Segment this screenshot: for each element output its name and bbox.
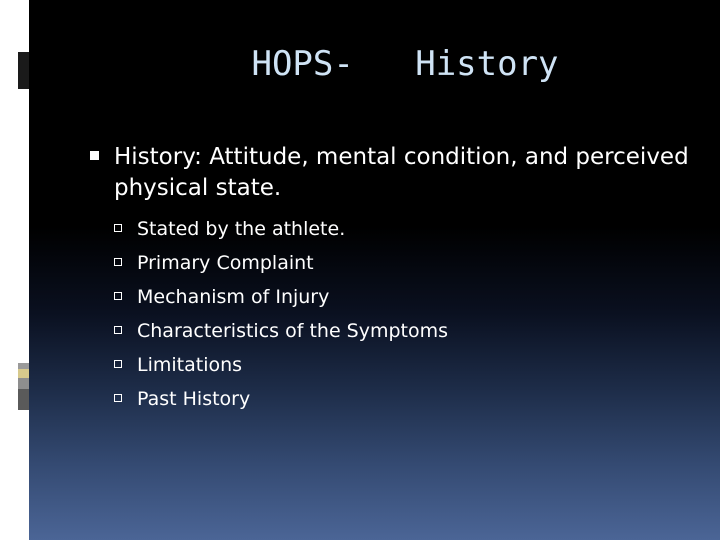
sub-bullet-text: Mechanism of Injury (137, 286, 330, 308)
sub-bullet-text: Primary Complaint (137, 252, 314, 274)
slide-body (90, 142, 690, 416)
hollow-square-bullet-icon (114, 394, 122, 402)
hollow-square-bullet-icon (114, 292, 122, 300)
hollow-square-bullet-icon (114, 258, 122, 266)
main-bullet-text: History: Attitude, mental condition, and perceived physical state. (114, 144, 689, 201)
sub-bullet-item (114, 382, 690, 416)
sub-bullet-list (114, 212, 690, 416)
hollow-square-bullet-icon (114, 224, 122, 232)
slide-title: HOPS- History (251, 44, 559, 84)
square-bullet-icon (90, 151, 99, 160)
decorative-bar-top (18, 52, 29, 89)
sub-bullet-text: Past History (137, 388, 251, 410)
sub-bullet-item (114, 212, 690, 246)
main-bullet (90, 142, 690, 204)
sub-bullet-item (114, 348, 690, 382)
sub-bullet-text: Characteristics of the Symptoms (137, 320, 449, 342)
hollow-square-bullet-icon (114, 326, 122, 334)
hollow-square-bullet-icon (114, 360, 122, 368)
sub-bullet-item (114, 246, 690, 280)
sub-bullet-text: Stated by the athlete. (137, 218, 346, 240)
sub-bullet-text: Limitations (137, 354, 243, 376)
sub-bullet-item (114, 280, 690, 314)
decorative-color-bar (18, 356, 29, 410)
sub-bullet-item (114, 314, 690, 348)
